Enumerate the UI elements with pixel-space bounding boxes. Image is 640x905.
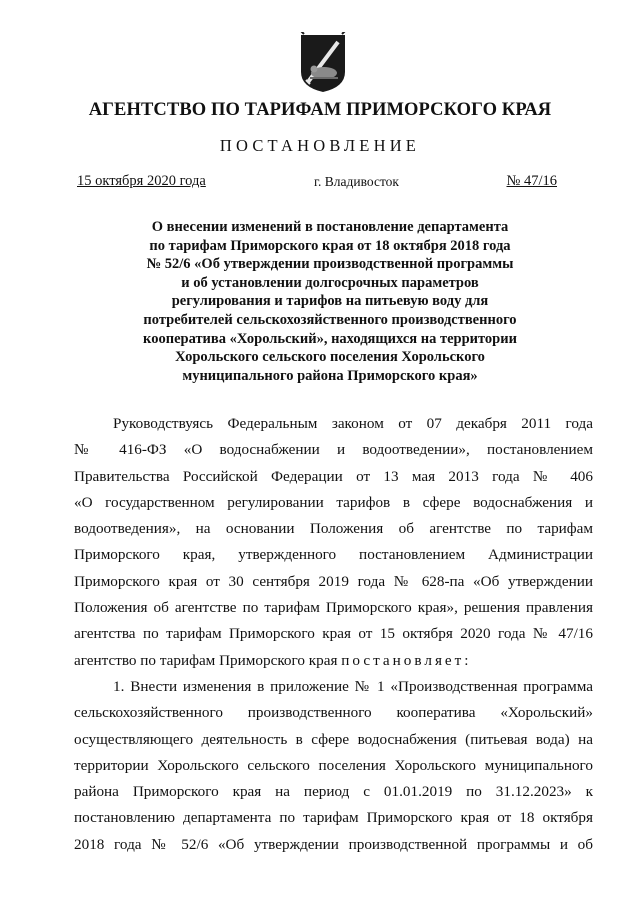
- body-line: Правительства Российской Федерации от 13 мая 2013 года № 406: [74, 467, 593, 485]
- body-line: района Приморского края на период с 01.01.2019 по 31.12.2023» к: [74, 783, 593, 801]
- body-line: Положения об агентстве по тарифам Приморского края», решения правления: [74, 599, 593, 617]
- document-number: № 47/16: [506, 173, 557, 189]
- body-line: сельскохозяйственного производственного кооператива «Хорольский»: [74, 704, 593, 722]
- body-line: агентства по тарифам Приморского края от 15 октября 2020 года № 47/16: [74, 625, 593, 643]
- document-type: ПОСТАНОВЛЕНИЕ: [219, 136, 421, 155]
- body-line: водоотведения», на основании Положения об агентстве по тарифам: [74, 520, 593, 538]
- title-line: по тарифам Приморского края от 18 октября 2018 года: [149, 237, 511, 254]
- body-line: постановлению департамента по тарифам Приморского края от 18 октября: [74, 809, 593, 827]
- document-title: [120, 218, 540, 385]
- title-line: № 52/6 «Об утверждении производственной программы: [146, 256, 514, 273]
- title-line: кооператива «Хорольский», находящихся на территории: [143, 330, 517, 347]
- body-line: Приморского края от 30 сентября 2019 года № 628-па «Об утверждении: [74, 572, 593, 590]
- document-date: 15 октября 2020 года: [77, 173, 206, 189]
- title-line: муниципального района Приморского края»: [182, 367, 478, 384]
- body-line: территории Хорольского сельского поселения Хорольского муниципального: [74, 756, 593, 774]
- title-line: О внесении изменений в постановление департамента: [151, 219, 509, 235]
- body-line: 2018 года № 52/6 «Об утверждении производственной программы и об: [74, 835, 593, 853]
- body-line: осуществляющего деятельность в сфере водоснабжения (питьевая вода) на: [74, 730, 593, 748]
- resolution-verb: постановляет:: [341, 651, 472, 669]
- title-line: и об установлении долгосрочных параметров: [181, 274, 479, 291]
- title-line: потребителей сельскохозяйственного производственного: [143, 311, 517, 328]
- body-line: Приморского края, утвержденного постановлением Администрации: [74, 546, 593, 564]
- body-line: № 416-ФЗ «О водоснабжении и водоотведении», постановлением: [74, 441, 593, 459]
- body-line: Руководствуясь Федеральным законом от 07 декабря 2011 года: [113, 415, 593, 432]
- title-line: Хорольского сельского поселения Хорольского: [175, 349, 485, 366]
- resolution-prefix: агентство по тарифам Приморского края: [74, 651, 342, 669]
- coat-of-arms-icon: [298, 32, 348, 94]
- document-body: [74, 411, 593, 858]
- document-city: г. Владивосток: [314, 174, 399, 189]
- body-line: «О государственном регулировании тарифов в сфере водоснабжения и: [74, 493, 593, 511]
- title-line: регулирования и тарифов на питьевую воду для: [171, 293, 489, 310]
- body-line-resolution: [74, 648, 593, 674]
- body-line: 1. Внести изменения в приложение № 1 «Производственная программа: [113, 677, 593, 695]
- agency-name: АГЕНТСТВО ПО ТАРИФАМ ПРИМОРСКОГО КРАЯ: [88, 100, 552, 120]
